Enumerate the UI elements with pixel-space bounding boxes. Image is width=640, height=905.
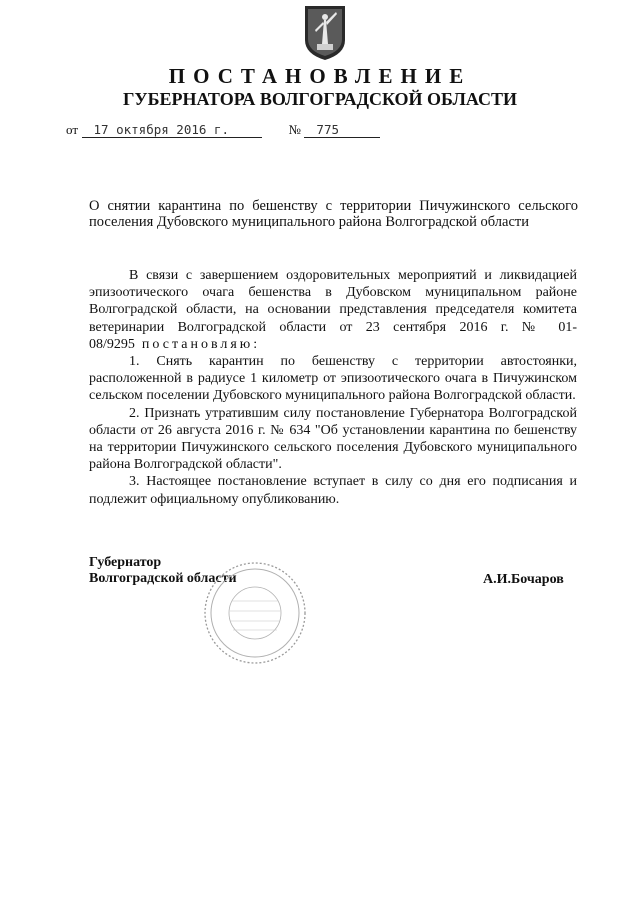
subject-line-2: поселения Дубовского муниципального района Волгоградской области	[89, 214, 529, 230]
item-1: 1. Снять карантин по бешенству с территории автостоянки, расположенной в радиусе 1 километр от эпизоотического очага в Пичужинском сельском поселении Дубовского муниципального района Волгоградской области.	[89, 354, 577, 404]
document-type-title: ПОСТАНОВЛЕНИЕ	[168, 64, 472, 88]
coat-of-arms-icon	[303, 4, 347, 62]
number-label: №	[288, 122, 301, 137]
signatory-name: А.И.Бочаров	[483, 572, 564, 587]
document-body	[89, 267, 577, 508]
item-2: 2. Признать утратившим силу постановление Губернатора Волгоградской области от 26 августа 2016 г. № 634 "Об установлении карантина по бешенству на территории Пичужинского сельского поселения Дубовского муниципального района Волгоградской области".	[89, 405, 577, 473]
subject-line-1: О снятии карантина по бешенству с территории Пичужинского сельского	[89, 198, 578, 214]
number-field: 775	[304, 122, 380, 138]
preamble-paragraph	[89, 267, 577, 353]
date-label: от	[66, 122, 79, 137]
document-meta-line	[66, 122, 380, 139]
signatory-title-line-1: Губернатор	[89, 555, 162, 570]
date-field: 17 октября 2016 г.	[82, 122, 262, 138]
decree-word: постановляю:	[141, 336, 261, 352]
preamble-text: В связи с завершением оздоровительных мероприятий и ликвидацией эпизоотического очага бешенства в Дубовском муниципальном районе Волгоградской области, на основании представления председателя комитета ветеринарии Волгоградской области от 23 сентября 2016 г. № 01-08/9295	[89, 268, 577, 352]
round-stamp-icon	[202, 560, 308, 666]
document-subject	[89, 198, 578, 230]
signatory-title-line-2: Волгоградской области	[89, 571, 237, 586]
issuer-title: ГУБЕРНАТОРА ВОЛГОГРАДСКОЙ ОБЛАСТИ	[122, 89, 518, 109]
item-3: 3. Настоящее постановление вступает в силу со дня его подписания и подлежит официальному опубликованию.	[89, 474, 577, 507]
